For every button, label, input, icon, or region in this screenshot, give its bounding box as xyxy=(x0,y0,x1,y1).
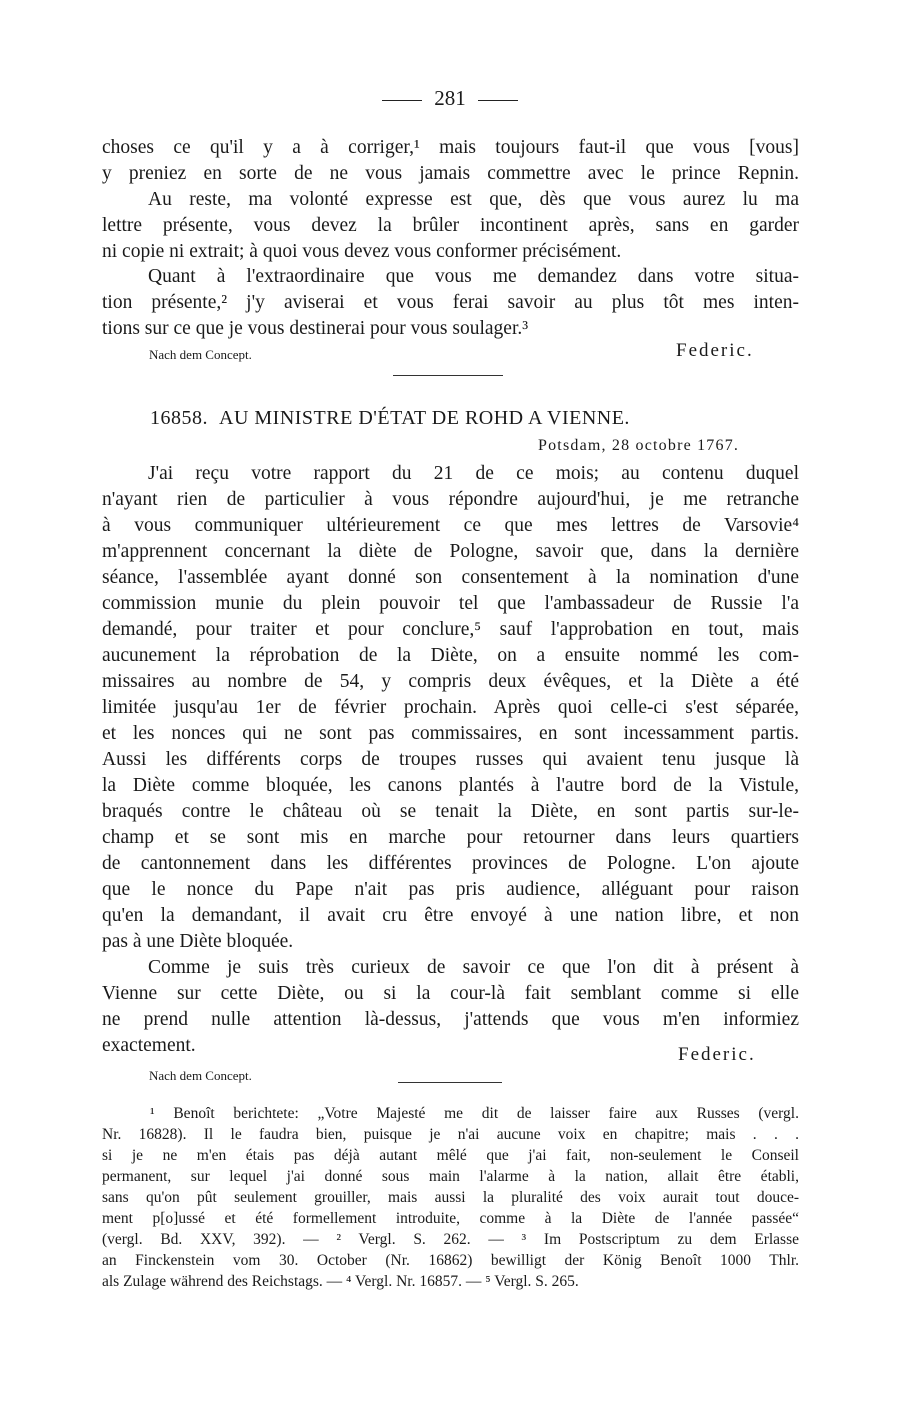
text-line: Quant à l'extraordinaire que vous me demandez dans votre situa- xyxy=(148,266,799,287)
text-line: que le nonce du Pape n'ait pas pris audience, alléguant pour raison xyxy=(102,879,799,900)
text-line: J'ai reçu votre rapport du 21 de ce mois; au contenu duquel xyxy=(148,463,799,484)
source-note: Nach dem Concept. xyxy=(149,347,252,362)
header-rule-right xyxy=(478,100,518,101)
footnote-line: (vergl. Bd. XXV, 392). — ² Vergl. S. 262. — ³ Im Postscriptum zu dem Erlasse xyxy=(102,1231,799,1248)
text-line: aucunement la réprobation de la Diète, on a ensuite nommé les com- xyxy=(102,645,799,666)
text-line: pas à une Diète bloquée. xyxy=(102,931,294,952)
text-line: Aussi les différents corps de troupes russes qui avaient tenu jusque là xyxy=(102,749,799,770)
footnote-line: an Finckenstein vom 30. October (Nr. 16862) bewilligt der König Benoît 1000 Thlr. xyxy=(102,1252,799,1269)
text-line: de cantonnement dans les différentes provinces de Pologne. L'on ajoute xyxy=(102,853,799,874)
letter-title: AU MINISTRE D'ÉTAT DE ROHD A VIENNE. xyxy=(219,407,630,429)
separator-rule xyxy=(393,375,503,376)
page-number: 281 xyxy=(434,86,466,110)
text-line: champ et se sont mis en marche pour retourner dans leurs quartiers xyxy=(102,827,799,848)
text-line: la Diète comme bloquée, les canons plantés à l'autre bord de la Vistule, xyxy=(102,775,799,796)
footnote-line: ¹ Benoît berichtete: „Votre Majesté me dit de laisser faire aux Russes (vergl. xyxy=(150,1105,799,1122)
footnote-line: ment p[o]ussé et été formellement introduite, comme à la Diète de l'année passée“ xyxy=(102,1210,799,1227)
text-line: tion présente,² j'y aviserai et vous ferai savoir au plus tôt mes inten- xyxy=(102,292,799,313)
signature: Federic. xyxy=(678,1044,756,1065)
text-line: à vous communiquer ultérieurement ce que mes lettres de Varsovie⁴ xyxy=(102,515,799,536)
text-line: tions sur ce que je vous destinerai pour vous soulager.³ xyxy=(102,318,529,339)
footnote-line: Nr. 16828). Il le faudra bien, puisque je n'ai aucune voix en chapitre; mais . . . xyxy=(102,1126,799,1143)
text-line: lettre présente, vous devez la brûler incontinent après, sans en garder xyxy=(102,215,799,236)
text-line: Vienne sur cette Diète, ou si la cour-là fait semblant comme si elle xyxy=(102,983,799,1004)
text-line: Comme je suis très curieux de savoir ce que l'on dit à présent à xyxy=(148,957,799,978)
footnote-line: als Zulage während des Reichstags. — ⁴ Vergl. Nr. 16857. — ⁵ Vergl. S. 265. xyxy=(102,1273,579,1290)
letter-number: 16858. xyxy=(150,407,208,429)
text-line: n'ayant rien de particulier à vous répondre aujourd'hui, je me retranche xyxy=(102,489,799,510)
text-line: y preniez en sorte de ne vous jamais commettre avec le prince Repnin. xyxy=(102,163,799,184)
dateline xyxy=(538,437,739,455)
text-line: commission munie du plein pouvoir tel que l'ambassadeur de Russie l'a xyxy=(102,593,799,614)
text-line: séance, l'assemblée ayant donné son consentement à la nomination d'une xyxy=(102,567,799,588)
letter-date: 28 octobre 1767. xyxy=(611,437,740,454)
footnote-line: permanent, sur lequel j'ai donné sous main l'alarme à la nation, allait être établi, xyxy=(102,1168,799,1185)
source-note: Nach dem Concept. xyxy=(149,1068,252,1083)
text-line: et les nonces qui ne sont pas commissaires, en sont incessamment partis. xyxy=(102,723,799,744)
signature: Federic. xyxy=(676,340,754,361)
text-line: choses ce qu'il y a à corriger,¹ mais toujours faut-il que vous [vous] xyxy=(102,137,799,158)
text-line: missaires au nombre de 54, y compris deux évêques, et la Diète a été xyxy=(102,671,799,692)
text-line: ne prend nulle attention là-dessus, j'attends que vous m'en informiez xyxy=(102,1009,799,1030)
page-header xyxy=(0,86,900,111)
text-line: limitée jusqu'au 1er de février prochain. Après quoi celle-ci s'est séparée, xyxy=(102,697,799,718)
letter-place: Potsdam, xyxy=(538,437,607,454)
text-line: exactement. xyxy=(102,1035,196,1056)
text-line: ni copie ni extrait; à quoi vous devez vous conformer précisément. xyxy=(102,241,622,262)
text-line: qu'en la demandant, il avait cru être envoyé à une nation libre, et non xyxy=(102,905,799,926)
footnote-line: sans qu'on pût seulement grouiller, mais aussi la pluralité des voix aurait tout douce- xyxy=(102,1189,799,1206)
header-rule-left xyxy=(382,100,422,101)
footnote-line: si je ne m'en étais pas déjà autant mêlé que j'ai fait, non-seulement le Conseil xyxy=(102,1147,799,1164)
separator-rule xyxy=(398,1082,502,1083)
letter-heading xyxy=(150,407,630,430)
text-line: m'apprennent concernant la diète de Pologne, savoir que, dans la dernière xyxy=(102,541,799,562)
text-line: demandé, pour traiter et pour conclure,⁵ sauf l'approbation en tout, mais xyxy=(102,619,799,640)
text-line: Au reste, ma volonté expresse est que, dès que vous aurez lu ma xyxy=(148,189,799,210)
text-line: braqués contre le château où se tenait la Diète, en sont partis sur-le- xyxy=(102,801,799,822)
